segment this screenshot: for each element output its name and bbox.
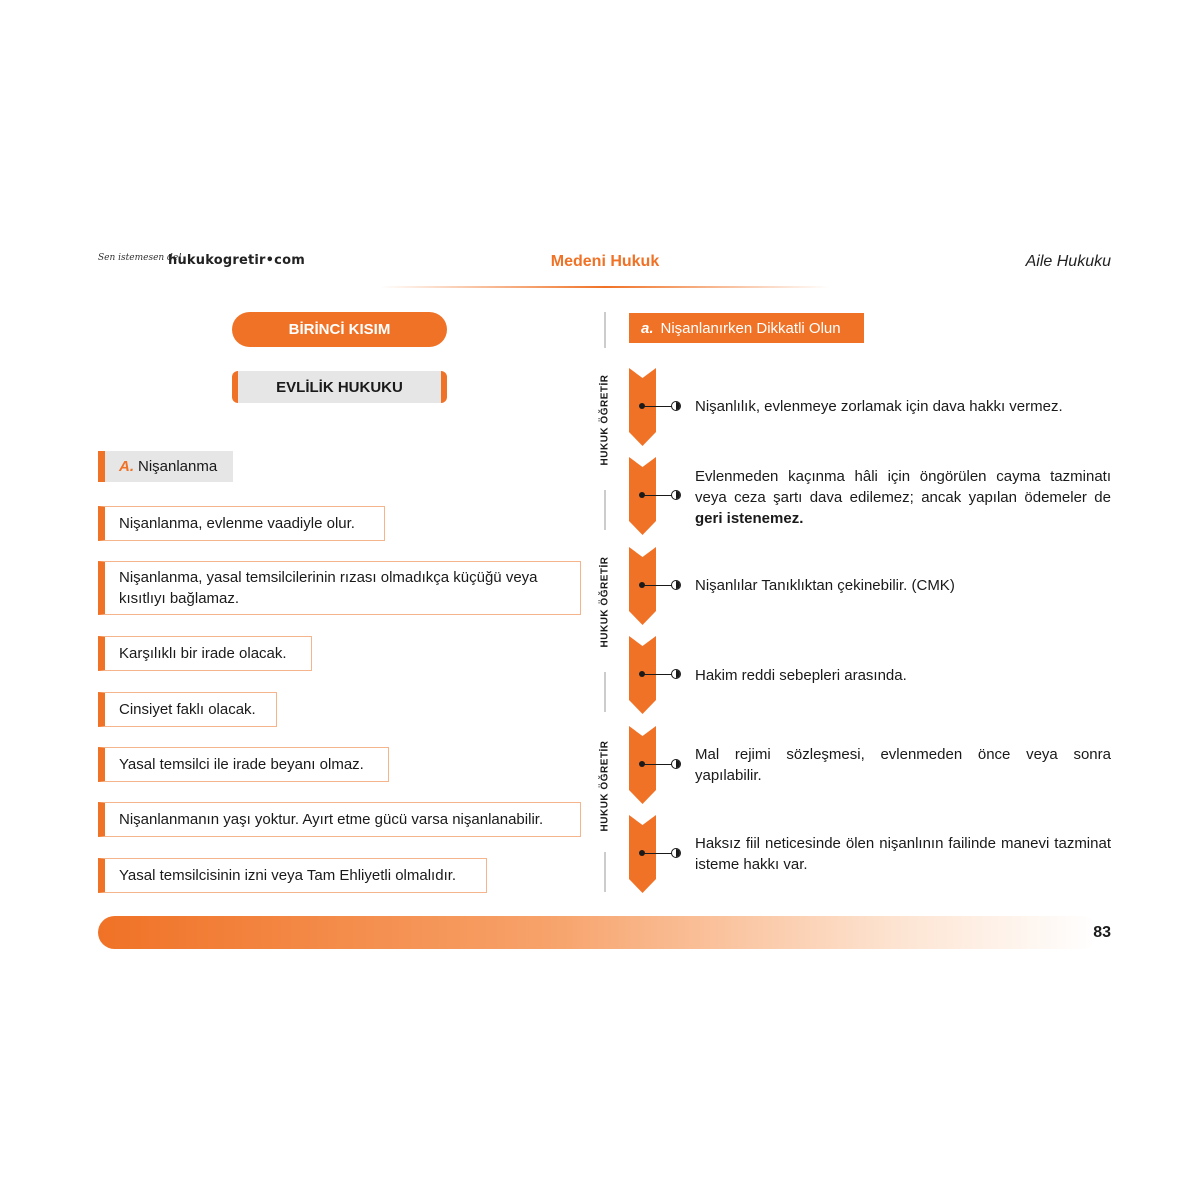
page-number: 83 (1093, 924, 1111, 941)
fact-box (98, 636, 312, 671)
right-heading-letter: a. (641, 319, 654, 337)
section-title: EVLİLİK HUKUKU (232, 371, 447, 403)
note-text: Evlenmeden kaçınma hâli için öngörülen cayma tazminatı veya ceza şartı dava edilemez; ancak yapılan ödemeler de geri istenemez. (695, 468, 1111, 527)
note-emphasis: geri istenemez. (695, 510, 804, 527)
half-circle-icon (671, 848, 681, 858)
watermark: HUKUK ÖĞRETİR (599, 740, 611, 832)
header-divider (380, 286, 830, 288)
half-circle-icon (671, 490, 681, 500)
part-title: BİRİNCİ KISIM (232, 312, 447, 347)
column-divider (604, 852, 606, 892)
column-divider (604, 672, 606, 712)
right-heading-text: Nişanlanırken Dikkatli Olun (660, 319, 841, 337)
fact-box (98, 858, 487, 893)
bullet-dot-icon (639, 582, 645, 588)
slogan: Sen istemesen de! (98, 253, 182, 263)
half-circle-icon (671, 759, 681, 769)
fact-box (98, 692, 277, 727)
fact-text: Nişanlanmanın yaşı yoktur. Ayırt etme gücü varsa nişanlanabilir. (119, 811, 544, 828)
subject-title: Medeni Hukuk (550, 253, 660, 270)
fact-text: Nişanlanma, evlenme vaadiyle olur. (119, 515, 355, 532)
footer-bar (98, 916, 1098, 949)
fact-box (98, 802, 581, 837)
fact-text: Yasal temsilci ile irade beyanı olmaz. (119, 756, 364, 773)
site-logo: hukukogretir•com (168, 253, 305, 268)
half-circle-icon (671, 669, 681, 679)
column-divider (604, 312, 606, 348)
fact-text: Yasal temsilcisinin izni veya Tam Ehliyetli olmalıdır. (119, 867, 457, 884)
bullet-dot-icon (639, 492, 645, 498)
half-circle-icon (671, 401, 681, 411)
note-text: Nişanlılık, evlenmeye zorlamak için dava hakkı vermez. (695, 398, 1063, 415)
subheading-text: Nişanlanma (138, 458, 218, 475)
fact-box (98, 561, 581, 615)
fact-text: Karşılıklı bir irade olacak. (119, 645, 287, 662)
note-text: Mal rejimi sözleşmesi, evlenmeden önce veya sonra yapılabilir. (695, 746, 1111, 784)
bullet-dot-icon (639, 671, 645, 677)
note-text: Haksız fiil neticesinde ölen nişanlının failinde manevi tazminat isteme hakkı var. (695, 835, 1111, 873)
column-divider (604, 490, 606, 530)
bullet-dot-icon (639, 403, 645, 409)
fact-box (98, 747, 389, 782)
fact-text: Cinsiyet faklı olacak. (119, 701, 256, 718)
bullet-dot-icon (639, 850, 645, 856)
fact-text: Nişanlanma, yasal temsilcilerinin rızası olmadıkça küçüğü veya kısıtlıyı bağlamaz. (119, 569, 538, 607)
bullet-dot-icon (639, 761, 645, 767)
note-text: Nişanlılar Tanıklıktan çekinebilir. (CMK) (695, 577, 955, 594)
subheading (98, 451, 233, 482)
note-text: Hakim reddi sebepleri arasında. (695, 667, 907, 684)
fact-box (98, 506, 385, 541)
chapter-title: Aile Hukuku (1025, 253, 1111, 270)
watermark: HUKUK ÖĞRETİR (599, 374, 611, 466)
subheading-letter: A. (119, 458, 134, 475)
half-circle-icon (671, 580, 681, 590)
right-heading (629, 313, 864, 343)
watermark: HUKUK ÖĞRETİR (599, 556, 611, 648)
